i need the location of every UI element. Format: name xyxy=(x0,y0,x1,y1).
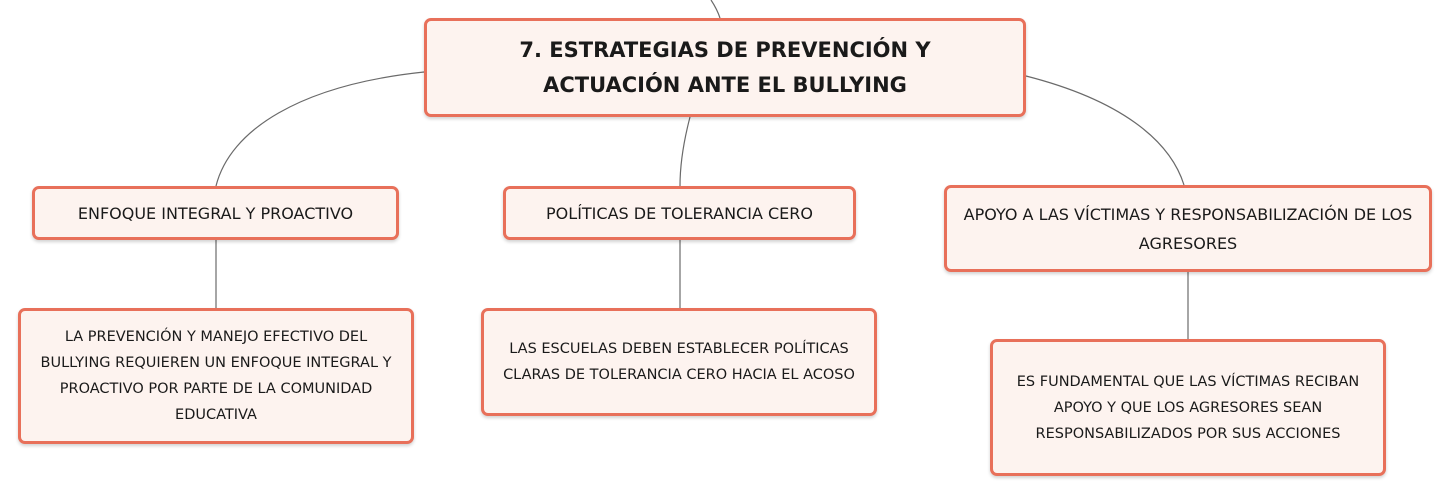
root-node[interactable] xyxy=(424,18,1026,117)
connector-parent-to-root xyxy=(711,0,720,18)
detail-node-text: LA PREVENCIÓN Y MANEJO EFECTIVO DEL BULLYING REQUIEREN UN ENFOQUE INTEGRAL Y PROACTIVO POR PARTE DE LA COMUNIDAD EDUCATIVA xyxy=(40,329,392,423)
root-node-label: 7. ESTRATEGIAS DE PREVENCIÓN Y ACTUACIÓN ANTE EL BULLYING xyxy=(519,37,931,97)
detail-node-politicas[interactable] xyxy=(481,308,877,416)
connector-root-to-apoyo xyxy=(1026,76,1184,185)
topic-node-label: APOYO A LAS VÍCTIMAS Y RESPONSABILIZACIÓN DE LOS AGRESORES xyxy=(963,204,1413,253)
detail-node-apoyo[interactable] xyxy=(990,339,1386,476)
connector-root-to-enfoque xyxy=(216,72,424,186)
topic-node-enfoque[interactable] xyxy=(32,186,399,240)
connector-root-to-politicas xyxy=(680,117,690,186)
detail-node-enfoque[interactable] xyxy=(18,308,414,444)
topic-node-label: POLÍTICAS DE TOLERANCIA CERO xyxy=(546,203,813,223)
detail-node-text: LAS ESCUELAS DEBEN ESTABLECER POLÍTICAS CLARAS DE TOLERANCIA CERO HACIA EL ACOSO xyxy=(503,341,855,383)
topic-node-label: ENFOQUE INTEGRAL Y PROACTIVO xyxy=(77,203,354,223)
topic-node-apoyo[interactable] xyxy=(944,185,1432,272)
topic-node-politicas[interactable] xyxy=(503,186,856,240)
detail-node-text: ES FUNDAMENTAL QUE LAS VÍCTIMAS RECIBAN APOYO Y QUE LOS AGRESORES SEAN RESPONSABILIZADOS POR SUS ACCIONES xyxy=(1016,373,1360,442)
